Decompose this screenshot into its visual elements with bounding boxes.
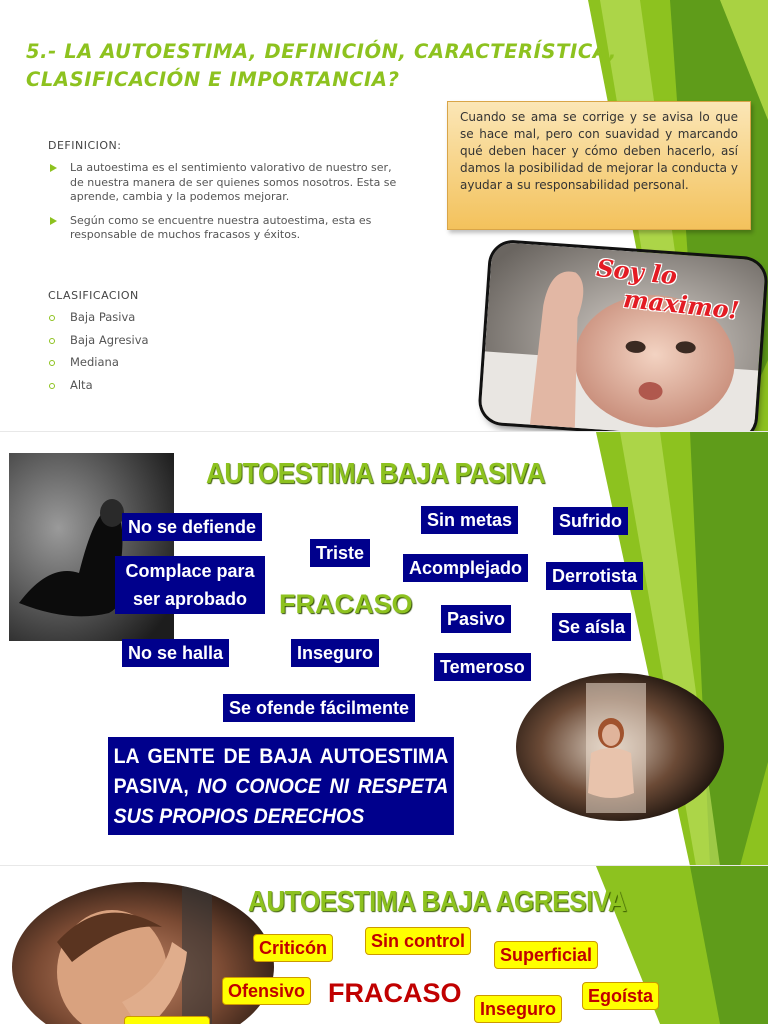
title-line-1: 5.- LA AUTOESTIMA, DEFINICIÓN, CARACTERÍSTICA, <box>26 40 617 63</box>
bullet-triangle-icon <box>50 164 57 172</box>
trait-tag: Derrotista <box>546 562 643 590</box>
trait-tag: Inseguro <box>291 639 379 667</box>
slide-baja-agresiva <box>0 866 768 1024</box>
definition-heading: DEFINICION: <box>48 139 122 152</box>
center-word: FRACASO <box>279 589 413 619</box>
page-title <box>26 38 666 95</box>
section-title: AUTOESTIMA BAJA AGRESIVA <box>248 886 627 918</box>
classification-label: Baja Agresiva <box>70 332 149 347</box>
definition-text: La autoestima es el sentimiento valorativo de nuestro ser, de nuestra manera de ser quienes somos nosotros. Esta se aprende, cambia y la podemos mejorar. <box>70 161 397 203</box>
list-item <box>48 378 149 401</box>
bullet-circle-icon <box>49 383 55 389</box>
trait-tag: No se halla <box>122 639 229 667</box>
trait-tag: Sufrido <box>553 507 628 535</box>
slide-baja-pasiva <box>0 432 768 866</box>
trait-tag: Triste <box>310 539 370 567</box>
trait-tag: Acomplejado <box>403 554 528 582</box>
list-item <box>48 214 408 243</box>
trait-tag: Ofensivo <box>222 977 311 1005</box>
definition-text: Según como se encuentre nuestra autoestima, esta es responsable de muchos fracasos y éxitos. <box>70 213 372 241</box>
statement-box <box>108 737 454 835</box>
statement-plain: LA GENTE DE BAJA AUTOESTIMA PASIVA, <box>113 745 449 798</box>
trait-tag: Complace para ser aprobado <box>115 556 265 614</box>
trait-tag: Temeroso <box>434 653 531 681</box>
trait-tag: No se defiende <box>122 513 262 541</box>
list-item <box>48 161 408 205</box>
bullet-circle-icon <box>49 315 55 321</box>
sitting-girl-photo <box>516 673 724 821</box>
center-word: FRACASO <box>328 978 462 1008</box>
title-line-2: CLASIFICACIÓN E IMPORTANCIA? <box>26 68 400 92</box>
trait-tag: Se aísla <box>552 613 631 641</box>
bullet-circle-icon <box>49 360 55 366</box>
trait-tag-partial <box>124 1016 210 1024</box>
bullet-circle-icon <box>49 338 55 344</box>
classification-heading: CLASIFICACION <box>48 289 139 302</box>
bullet-triangle-icon <box>50 217 57 225</box>
trait-tag: Se ofende fácilmente <box>223 694 415 722</box>
list-item <box>48 355 149 378</box>
classification-label: Mediana <box>70 355 119 369</box>
trait-tag: Sin control <box>365 927 471 955</box>
slide-definition <box>0 0 768 432</box>
photo-caption-line-1: Soy lo <box>595 253 679 291</box>
photo-caption-line-2: maximo! <box>621 283 741 325</box>
classification-label: Alta <box>70 377 93 392</box>
quote-box: Cuando se ama se corrige y se avisa lo que se hace mal, pero con suavidad y marcando qué deben hacer y cómo deben hacerlo, así damos la posibilidad de mejorar la conducta y ayudar a su responsabilidad personal. <box>447 101 751 230</box>
classification-label: Baja Pasiva <box>70 310 136 324</box>
statement-italic: NO CONOCE NI RESPETA SUS PROPIOS DERECHOS <box>113 775 449 828</box>
list-item <box>48 333 149 356</box>
definition-list <box>48 161 408 252</box>
classification-list <box>48 310 149 400</box>
section-title: AUTOESTIMA BAJA PASIVA <box>206 458 546 490</box>
trait-tag: Sin metas <box>421 506 518 534</box>
trait-tag: Egoísta <box>582 982 659 1010</box>
trait-tag: Criticón <box>253 934 333 962</box>
trait-tag: Superficial <box>494 941 598 969</box>
trait-tag: Pasivo <box>441 605 511 633</box>
list-item <box>48 310 149 333</box>
trait-tag: Inseguro <box>474 995 562 1023</box>
